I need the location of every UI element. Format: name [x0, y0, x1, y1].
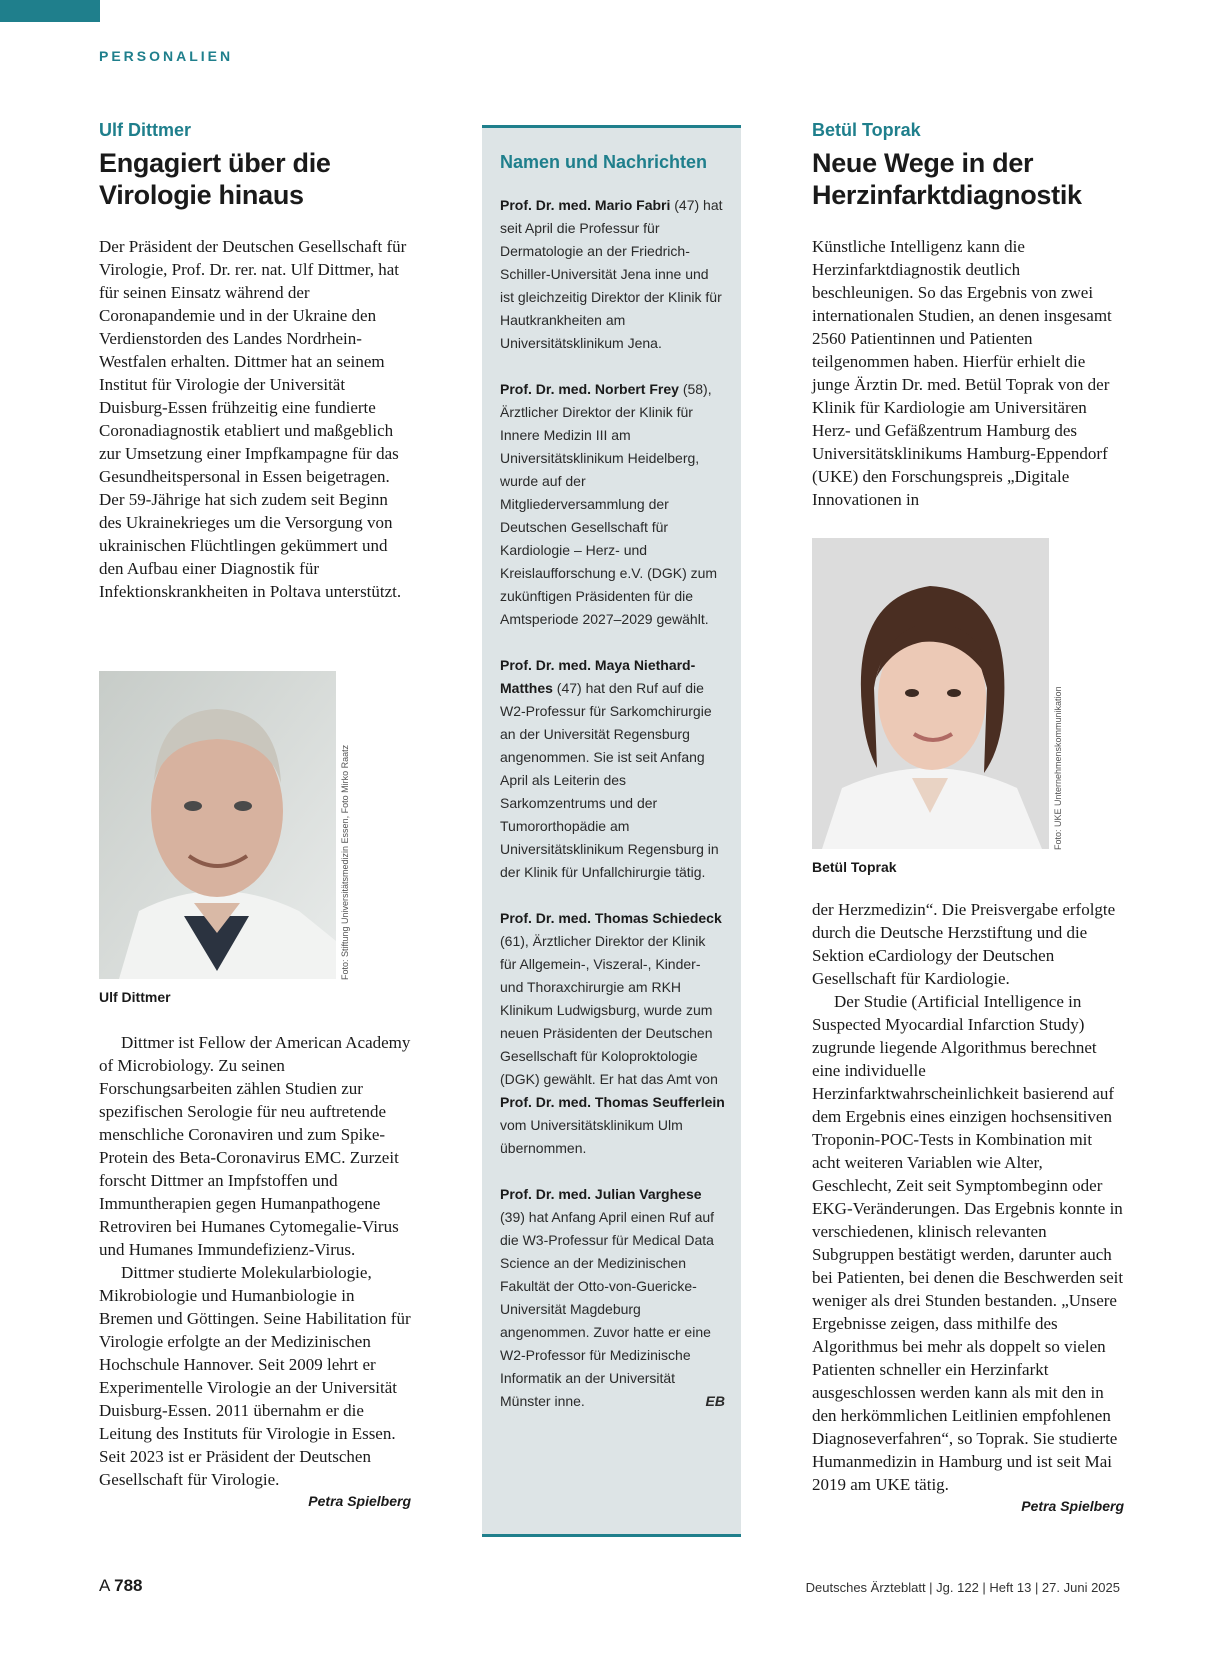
- news-item: Prof. Dr. med. Norbert Frey (58), Ärztlicher Direktor der Klinik für Innere Medizin III am Universitätsklinikum Heidelberg, wurde auf der Mitgliederversammlung der Deutschen Gesellschaft für Kardiologie – Herz- und Kreislaufforschung e.V. (DGK) zum zukünftigen Präsidenten für die Amtsperiode 2027–2029 gewählt.: [500, 381, 718, 627]
- news-item: Prof. Dr. med. Mario Fabri (47) hat seit April die Professur für Dermatologie an der Friedrich-Schiller-Universität Jena inne und ist gleichzeitig Direktor der Klinik für Hautkrankheiten am Universitätsklinikum Jena.: [500, 197, 723, 351]
- news-sidebar: [482, 125, 741, 1537]
- article-dittmer-continued: Dittmer ist Fellow der American Academy of Microbiology. Zu seinen Forschungsarbeiten zählen Studien zur spezifischen Serologie für neu auftretende menschliche Coronaviren und zum Spike-Protein des Beta-Coronavirus EMC. Zurzeit forscht Dittmer an Impfstoffen und Immuntherapien gegen Humanpathogene Retroviren bei Humanes Cytomegalie-Virus und Humanes Immundefizienz-Virus. Dittmer studierte Molekularbiologie, Mikrobiologie und Humanbiologie in Bremen und Göttingen. Seine Habilitation für Virologie erfolgte an der Medizinischen Hochschule Hannover. Seit 2009 lehrt er Experimentelle Virologie an der Universität Duisburg-Essen. 2011 übernahm er die Leitung des Instituts für Virologie in Essen. Seit 2023 ist er Präsident der Deutschen Gesellschaft für Virologie. Petra Spielberg: [99, 1033, 411, 1509]
- article-intro: Der Präsident der Deutschen Gesellschaft für Virologie, Prof. Dr. rer. nat. Ulf Dittmer, hat für seinen Einsatz während der Coronapandemie und in der Ukraine den Verdienstorden des Landes Nordrhein-Westfalen erhalten. Dittmer hat an seinem Institut für Virologie der Universität Duisburg-Essen frühzeitig eine fundierte Coronadiagnostik etabliert und maßgeblich zur Umsetzung einer Impfkampagne für das Gesundheitspersonal in Essen beigetragen. Der 59-Jährige hat sich zudem seit Beginn des Ukrainekrieges um die Versorgung von ukrainischen Flüchtlingen gekümmert und den Aufbau einer Diagnostik für Infektionskrankheiten in Poltava unterstützt.: [99, 237, 407, 601]
- page-number: A 788: [99, 1576, 143, 1595]
- sidebar-body: [500, 194, 725, 1436]
- author-left: Petra Spielberg: [308, 1493, 411, 1509]
- photo-credit-toprak: Foto: UKE Unternehmenskommunikation: [1053, 686, 1063, 850]
- news-item: Prof. Dr. med. Maya Niethard-Matthes (47) hat den Ruf auf die W2-Professur für Sarkomchirurgie an der Universität Regensburg angenommen. Sie ist seit Anfang April als Leiterin des Sarkomzentrums und der Tumororthopädie am Universitätsklinikum Regensburg in der Klinik für Unfallchirurgie tätig.: [500, 657, 719, 880]
- article-headline: Neue Wege in der Herzinfarktdiagnostik: [812, 148, 1082, 210]
- publication-info: Deutsches Ärzteblatt | Jg. 122 | Heft 13 | 27. Juni 2025: [805, 1580, 1120, 1595]
- article-dittmer: [99, 120, 411, 603]
- caption-toprak: Betül Toprak: [812, 859, 897, 875]
- portrait-dittmer: [99, 671, 336, 979]
- author-right: Petra Spielberg: [1021, 1498, 1124, 1514]
- section-label: PERSONALIEN: [99, 48, 234, 64]
- article-toprak: [812, 120, 1124, 511]
- caption-dittmer: Ulf Dittmer: [99, 989, 171, 1005]
- news-item: Prof. Dr. med. Julian Varghese (39) hat Anfang April einen Ruf auf die W3-Professur für Medical Data Science an der Medizinischen Fakultät der Otto-von-Guericke-Universität Magdeburg angenommen. Zuvor hatte er eine W2-Professor für Medizinische Informatik an der Universität Münster inne. EB: [500, 1183, 725, 1413]
- article-intro: Künstliche Intelligenz kann die Herzinfarktdiagnostik deutlich beschleunigen. So das Ergebnis von zwei internationalen Studien, an denen insgesamt 2560 Patientinnen und Patienten teilgenommen haben. Hierfür erhielt die junge Ärztin Dr. med. Betül Toprak von der Klinik für Kardiologie am Universitären Herz- und Gefäßzentrum Hamburg des Universitätsklinikums Hamburg-Eppendorf (UKE) den Forschungspreis „Digitale Innovationen in: [812, 237, 1112, 509]
- sidebar-signature: EB: [705, 1393, 725, 1409]
- news-item: Prof. Dr. med. Thomas Schiedeck (61), Ärztlicher Direktor der Klinik für Allgemein-, Viszeral-, Kinder- und Thoraxchirurgie am RKH Klinikum Ludwigsburg, wurde zum neuen Präsidenten der Deutschen Gesellschaft für Koloproktologie (DGK) gewählt. Er hat das Amt von Prof. Dr. med. Thomas Seufferlein vom Universitätsklinikum Ulm übernommen.: [500, 910, 725, 1156]
- article-kicker: Betül Toprak: [812, 120, 921, 140]
- article-headline: Engagiert über die Virologie hinaus: [99, 148, 331, 210]
- sidebar-title: Namen und Nachrichten: [500, 152, 708, 172]
- portrait-toprak: [812, 538, 1049, 849]
- article-toprak-continued: der Herzmedizin“. Die Preisvergabe erfolgte durch die Deutsche Herzstiftung und die Sektion eCardiology der Deutschen Gesellschaft für Kardiologie. Der Studie (Artificial Intelligence in Suspected Myocardial Infarction Study) zugrunde liegende Algorithmus berechnet eine individuelle Herzinfarktwahrscheinlichkeit basierend auf dem Ergebnis eines einzigen hochsensitiven Troponin-POC-Tests in Kombination mit acht weiteren Variablen wie Alter, Geschlecht, Zeit seit Symptombeginn oder EKG-Veränderungen. Das Ergebnis konnte in verschiedenen, klinisch relevanten Subgruppen bestätigt werden, darunter auch bei Patienten, bei denen die Beschwerden seit weniger als drei Stunden bestanden. „Unsere Ergebnisse zeigen, dass mithilfe des Algorithmus bei mehr als doppelt so vielen Patienten schneller ein Herzinfarkt ausgeschlossen werden kann als mit den in den herkömmlichen Leitlinien empfohlenen Diagnoseverfahren“, so Toprak. Sie studierte Humanmedizin in Hamburg und ist seit Mai 2019 am UKE tätig. Petra Spielberg: [812, 900, 1124, 1514]
- top-accent-bar: [0, 0, 100, 22]
- photo-credit-dittmer: Foto: Stiftung Universitätsmedizin Essen, Foto Mirko Raatz: [340, 744, 350, 980]
- article-kicker: Ulf Dittmer: [99, 120, 192, 140]
